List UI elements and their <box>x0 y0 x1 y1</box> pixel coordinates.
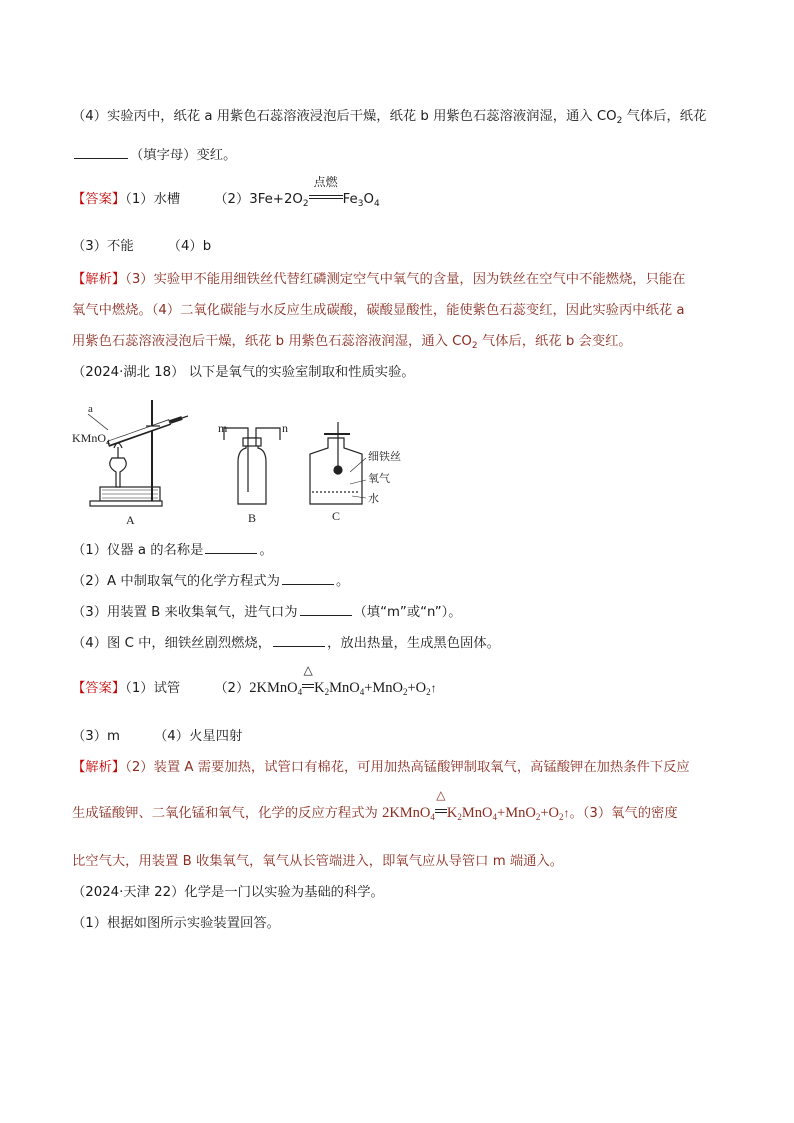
question-hubei-item3: （3）用装置 B 来收集氧气，进气口为 （填“m”或“n”）。 <box>72 601 462 623</box>
question-hubei-title: （2024·湖北 18） 以下是氧气的实验室制取和性质实验。 <box>72 365 415 380</box>
analysis-2-line2: 生成锰酸钾、二氧化锰和氧气，化学的反应方程式为 2KMnO$_4$ △ $K_2MnO_4+MnO_2+O_2↑$。（3）氧气的密度 <box>72 788 678 822</box>
question-hubei-item4: （4）图 C 中，细铁丝剧烈燃烧， ，放出热量，生成黑色固体。 <box>72 632 500 654</box>
alcohol-lamp <box>110 458 127 487</box>
analysis-1-line3: 用紫色石蕊溶液浸泡后干燥，纸花 b 用紫色石蕊溶液润湿，通入 $CO_2$ 气体后，纸花 b 会变红。 <box>72 334 632 351</box>
question-hubei-item1: （1）仪器 a 的名称是 。 <box>72 539 273 561</box>
reaction-condition: 点燃 <box>309 190 343 210</box>
caption-c: C <box>332 509 341 523</box>
question-tianjin-title: （2024·天津 22）化学是一门以实验为基础的科学。 <box>72 885 384 900</box>
answer-blank <box>282 570 334 585</box>
analysis-2-line1: 【解析】（2）装置 A 需要加热，试管口有棉花，可用加热高锰酸钾制取氧气，高锰酸钾在加热条件下反应 <box>72 760 690 775</box>
answer-blank <box>300 601 352 616</box>
caption-b: B <box>248 511 257 525</box>
iron-wire-tip <box>334 466 342 474</box>
answer-1-line2: （3）不能 （4）b <box>72 239 212 254</box>
question-4-line1: （4）实验丙中，纸花 a 用紫色石蕊溶液浸泡后干燥，纸花 b 用紫色石蕊溶液润湿，通入 $CO_2$ 气体后，纸花 <box>72 109 707 126</box>
answer-1-line1: 【答案】（1）水槽 $(2)3Fe+2O_2$ 点燃 $Fe_3O_4$ <box>72 175 380 209</box>
question-4-line2: （填字母）变红。 <box>72 144 236 166</box>
apparatus-c <box>310 422 362 504</box>
label-n: n <box>282 421 288 435</box>
analysis-2-line3: 比空气大，用装置 B 收集氧气，氧气从长管端进入，即氧气应从导管口 m 端通入。 <box>72 854 564 869</box>
reaction-condition: △ <box>302 678 314 698</box>
analysis-1-line2: 氧气中燃烧。（4）二氧化碳能与水反应生成碳酸，碳酸显酸性，能使紫色石蕊变红，因此实验丙中纸花 a <box>72 303 685 318</box>
apparatus-a <box>88 400 188 506</box>
apparatus-b <box>224 428 280 504</box>
label-water: 水 <box>368 493 379 505</box>
analysis-2-equation: 2KMnO$_4$ △ $K_2MnO_4+MnO_2+O_2↑$ <box>382 788 570 822</box>
question-tianjin-item1: （1）根据如图所示实验装置回答。 <box>72 916 280 931</box>
label-a: a <box>88 403 93 415</box>
gas-bottle <box>238 438 266 504</box>
answer-2-line2: （3）m （4）火星四射 <box>72 729 243 744</box>
answer-blank <box>273 632 325 647</box>
label-iron-wire: 细铁丝 <box>368 451 401 463</box>
stopper <box>170 418 182 422</box>
caption-a: A <box>126 513 135 527</box>
analysis-1-line1: 【解析】（3）实验甲不能用细铁丝代替红磷测定空气中氧气的含量，因为铁丝在空气中不能燃烧，只能在 <box>72 272 686 287</box>
question-hubei-item2: （2）A 中制取氧气的化学方程式为 。 <box>72 570 349 592</box>
answer-2-line1: 【答案】（1）试管 （2）2KMnO$_4$ △ $K_2MnO_4+MnO_2+O_2↑$ <box>72 663 437 697</box>
apparatus-figure <box>70 392 430 528</box>
label-m: m <box>218 421 228 435</box>
label-kmno4: KMnO$_4$ <box>72 431 111 447</box>
stand-base <box>90 501 162 506</box>
answer-blank <box>205 539 257 554</box>
label-oxygen: 氧气 <box>368 473 390 485</box>
answer-blank <box>74 144 128 159</box>
